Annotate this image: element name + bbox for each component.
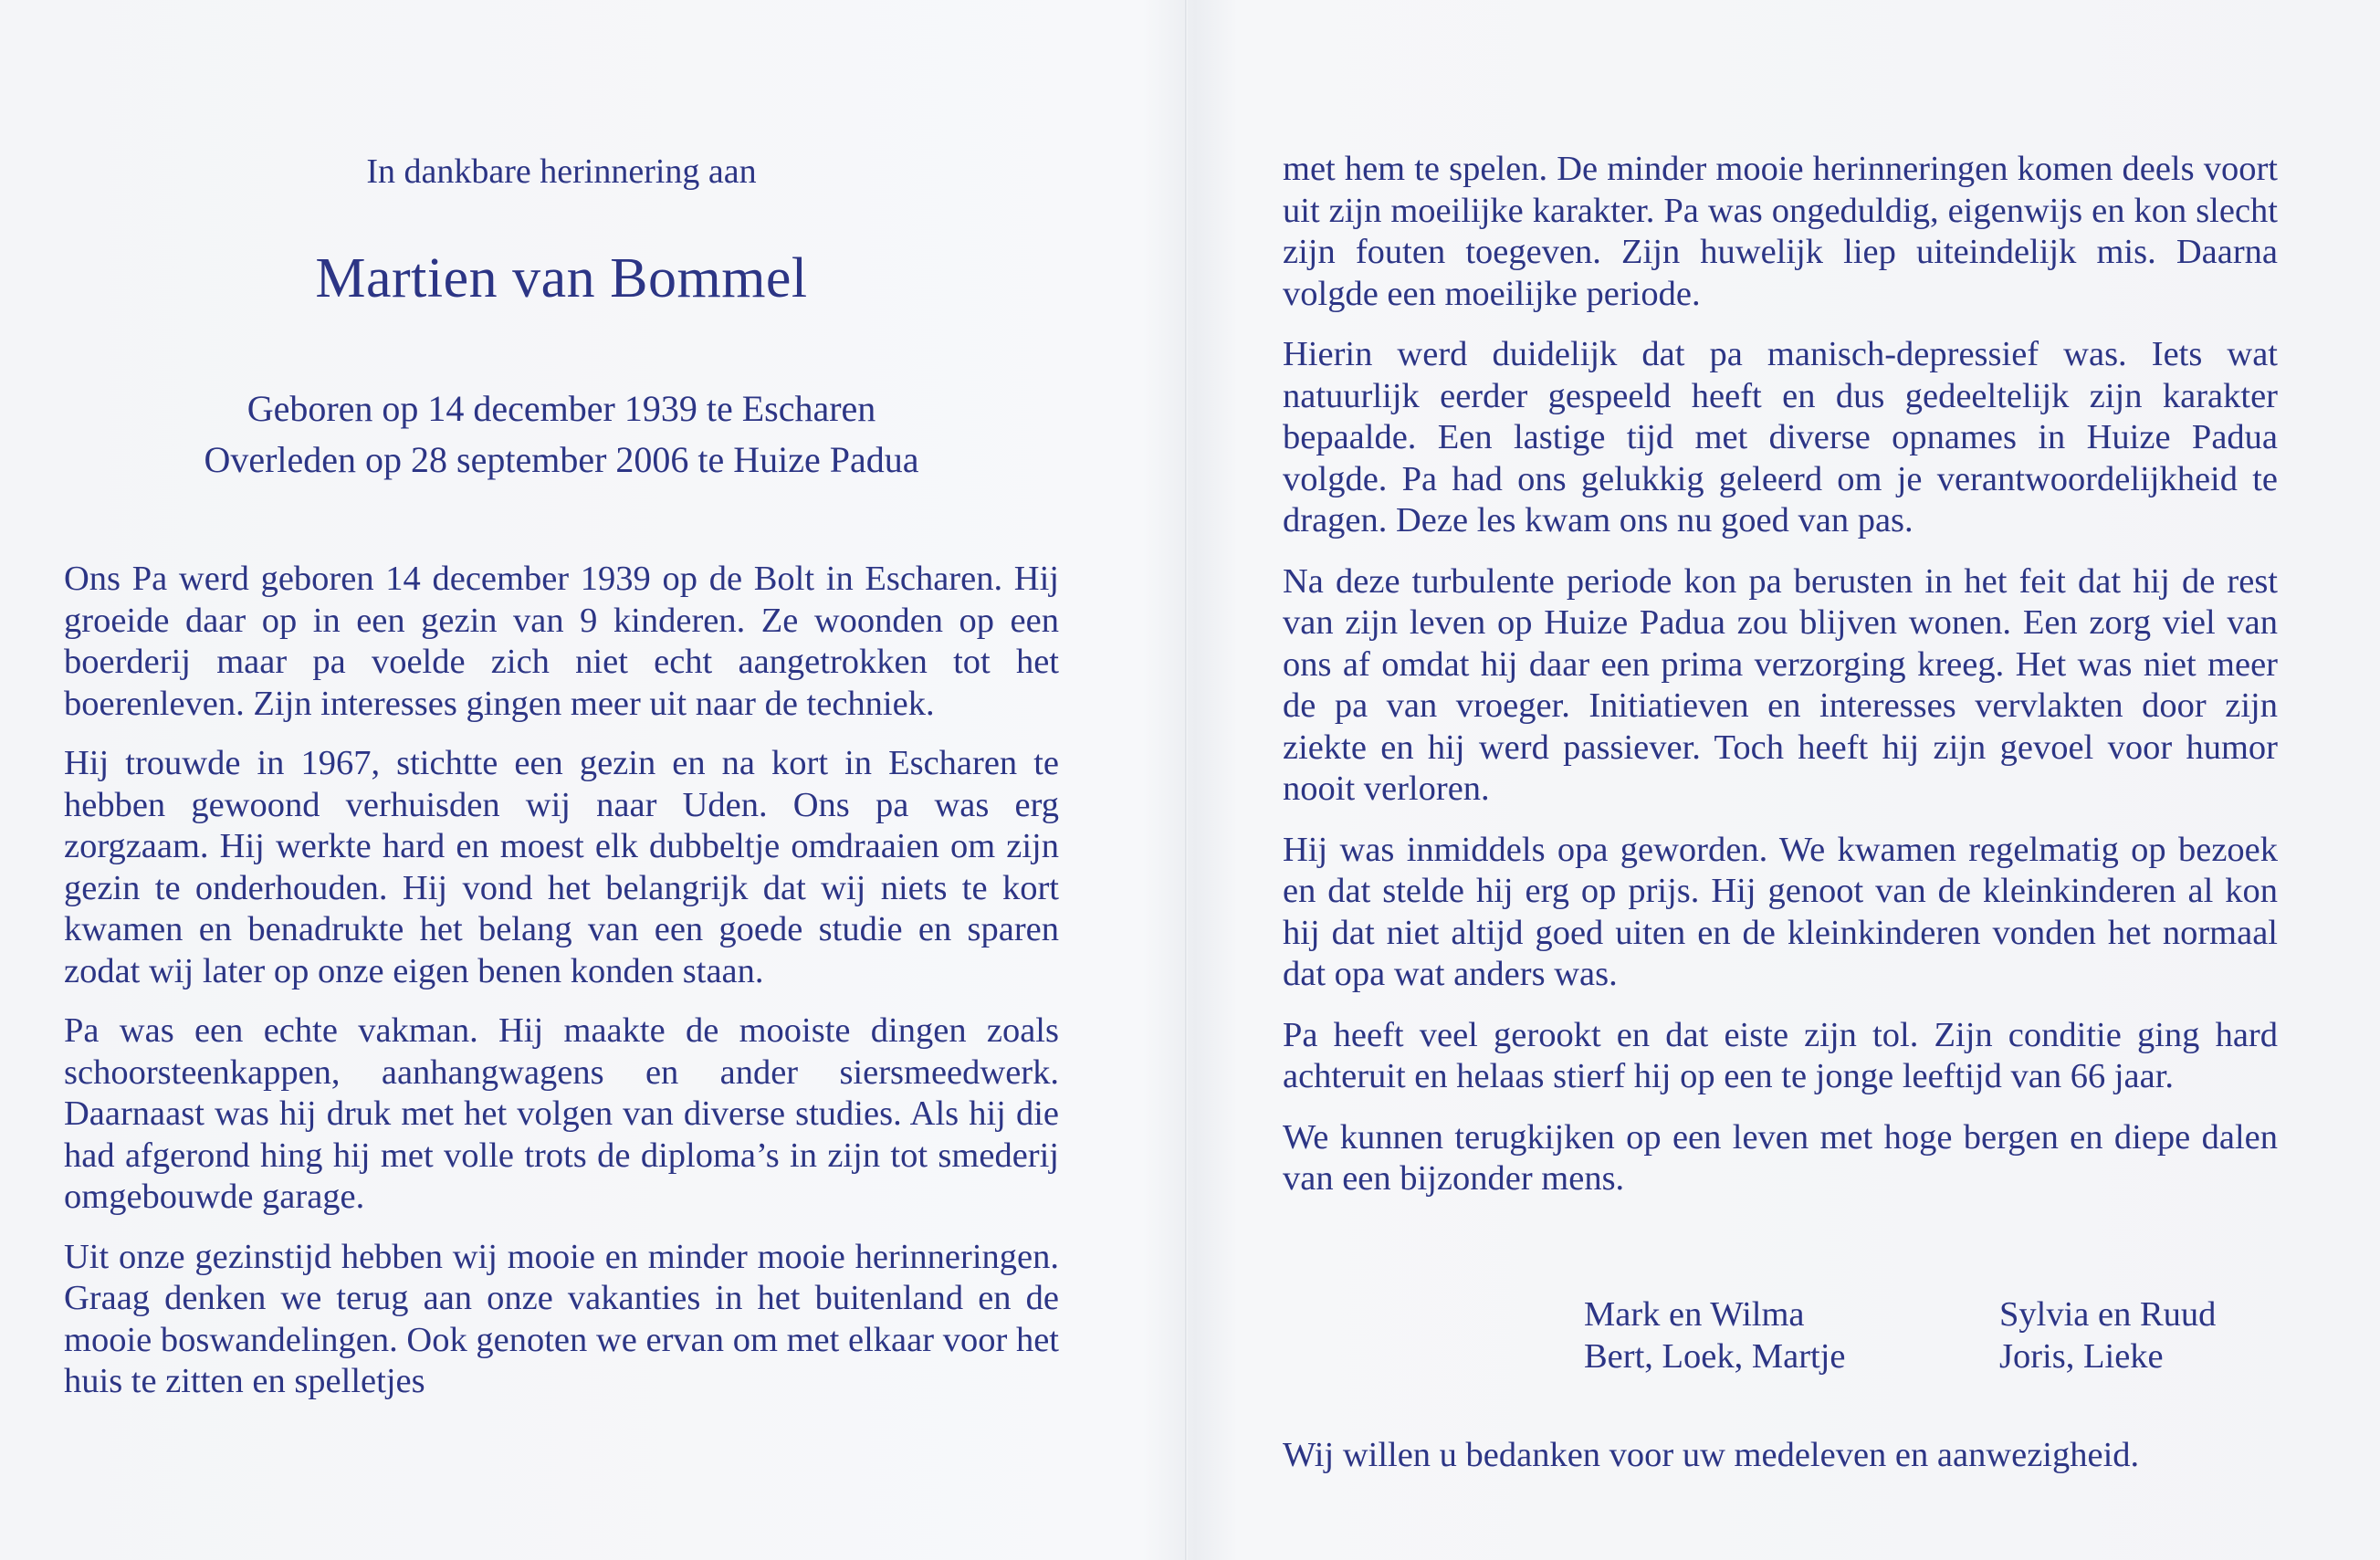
paragraph: Uit onze gezinstijd hebben wij mooie en minder mooie herinneringen. Graag denken we terug aan onze vakanties in het buitenland en de mooie boswandelingen. Ook genoten we ervan om met elkaar voor het huis te zitten en spelletjes — [64, 1237, 1059, 1400]
death-line: Overleden op 28 september 2006 te Huize Padua — [204, 439, 919, 480]
paragraph: We kunnen terugkijken op een leven met hoge bergen en diepe dalen van een bijzonder mens. — [1283, 1117, 2278, 1198]
signature-line: Sylvia en Ruud — [1999, 1295, 2217, 1334]
right-page — [1283, 0, 2278, 1560]
signature-column-2 — [1999, 1294, 2216, 1377]
paragraph: Pa heeft veel gerookt en dat eiste zijn tol. Zijn conditie ging hard achteruit en helaas stierf hij op een te jonge leeftijd van 66 jaar. — [1283, 1015, 2278, 1095]
left-body-text — [64, 559, 1059, 1421]
paragraph: Hij was inmiddels opa geworden. We kwamen regelmatig op bezoek en dat stelde hij erg op prijs. Hij genoot van de kleinkinderen al kon hij dat niet altijd goed uiten en de kleinkinderen vonden het normaal dat opa wat anders was. — [1283, 830, 2278, 993]
intro-line: In dankbare herinnering aan — [366, 152, 757, 191]
deceased-name: Martien van Bommel — [315, 247, 808, 309]
right-body-text — [1283, 149, 2278, 1220]
signature-column-1 — [1584, 1294, 1846, 1377]
signature-line: Joris, Lieke — [1999, 1336, 2164, 1376]
closing-thanks: Wij willen u bedanken voor uw medeleven en aanwezigheid. — [1283, 1436, 2140, 1474]
paragraph: Pa was een echte vakman. Hij maakte de mooiste dingen zoals schoorsteenkappen, aanhangwagens en ander siersmeedwerk. Daarnaast was hij druk met het volgen van diverse studies. Als hij die had afgerond hing hij met volle trots de diploma’s in zijn tot smederij omgebouwde garage. — [64, 1011, 1059, 1216]
life-dates — [64, 383, 1059, 486]
signature-line: Bert, Loek, Martje — [1584, 1336, 1846, 1376]
card-fold — [1185, 0, 1188, 1560]
paragraph: Na deze turbulente periode kon pa berusten in het feit dat hij de rest van zijn leven op Huize Padua zou blijven wonen. Een zorg viel van ons af omdat hij daar een prima verzorging kreeg. Het was niet meer de pa van vroeger. Initiatieven en interesses vervlakten door zijn ziekte en hij werd passiever. Toch heeft hij zijn gevoel voor humor nooit verloren. — [1283, 561, 2278, 808]
paragraph: met hem te spelen. De minder mooie herinneringen komen deels voort uit zijn moeilijke karakter. Pa was ongeduldig, eigenwijs en kon slecht zijn fouten toegeven. Zijn huwelijk liep uiteindelijk mis. Daarna volgde een moeilijke periode. — [1283, 150, 2278, 313]
birth-line: Geboren op 14 december 1939 te Escharen — [246, 388, 876, 429]
family-signatures — [1584, 1294, 2296, 1386]
paragraph: Ons Pa werd geboren 14 december 1939 op de Bolt in Escharen. Hij groeide daar op in een gezin van 9 kinderen. Ze woonden op een boerderij maar pa voelde zich niet echt aangetrokken tot het boerenleven. Zijn interesses gingen meer uit naar de techniek. — [64, 560, 1059, 723]
signature-line: Mark en Wilma — [1584, 1295, 1805, 1334]
left-page — [64, 0, 1059, 1560]
paragraph: Hij trouwde in 1967, stichtte een gezin en na kort in Escharen te hebben gewoond verhuisden wij naar Uden. Ons pa was erg zorgzaam. Hij werkte hard en moest elk dubbeltje omdraaien om zijn gezin te onderhouden. Hij vond het belangrijk dat wij niets te kort kwamen en benadrukte het belang van een goede studie en sparen zodat wij later op onze eigen benen konden staan. — [64, 744, 1059, 990]
paragraph: Hierin werd duidelijk dat pa manisch-depressief was. Iets wat natuurlijk eerder gespeeld heeft en dus gedeeltelijk zijn karakter bepaalde. Een lastige tijd met diverse opnames in Huize Padua volgde. Pa had ons gelukkig geleerd om je verantwoordelijkheid te dragen. Deze les kwam ons nu goed van pas. — [1283, 335, 2278, 539]
